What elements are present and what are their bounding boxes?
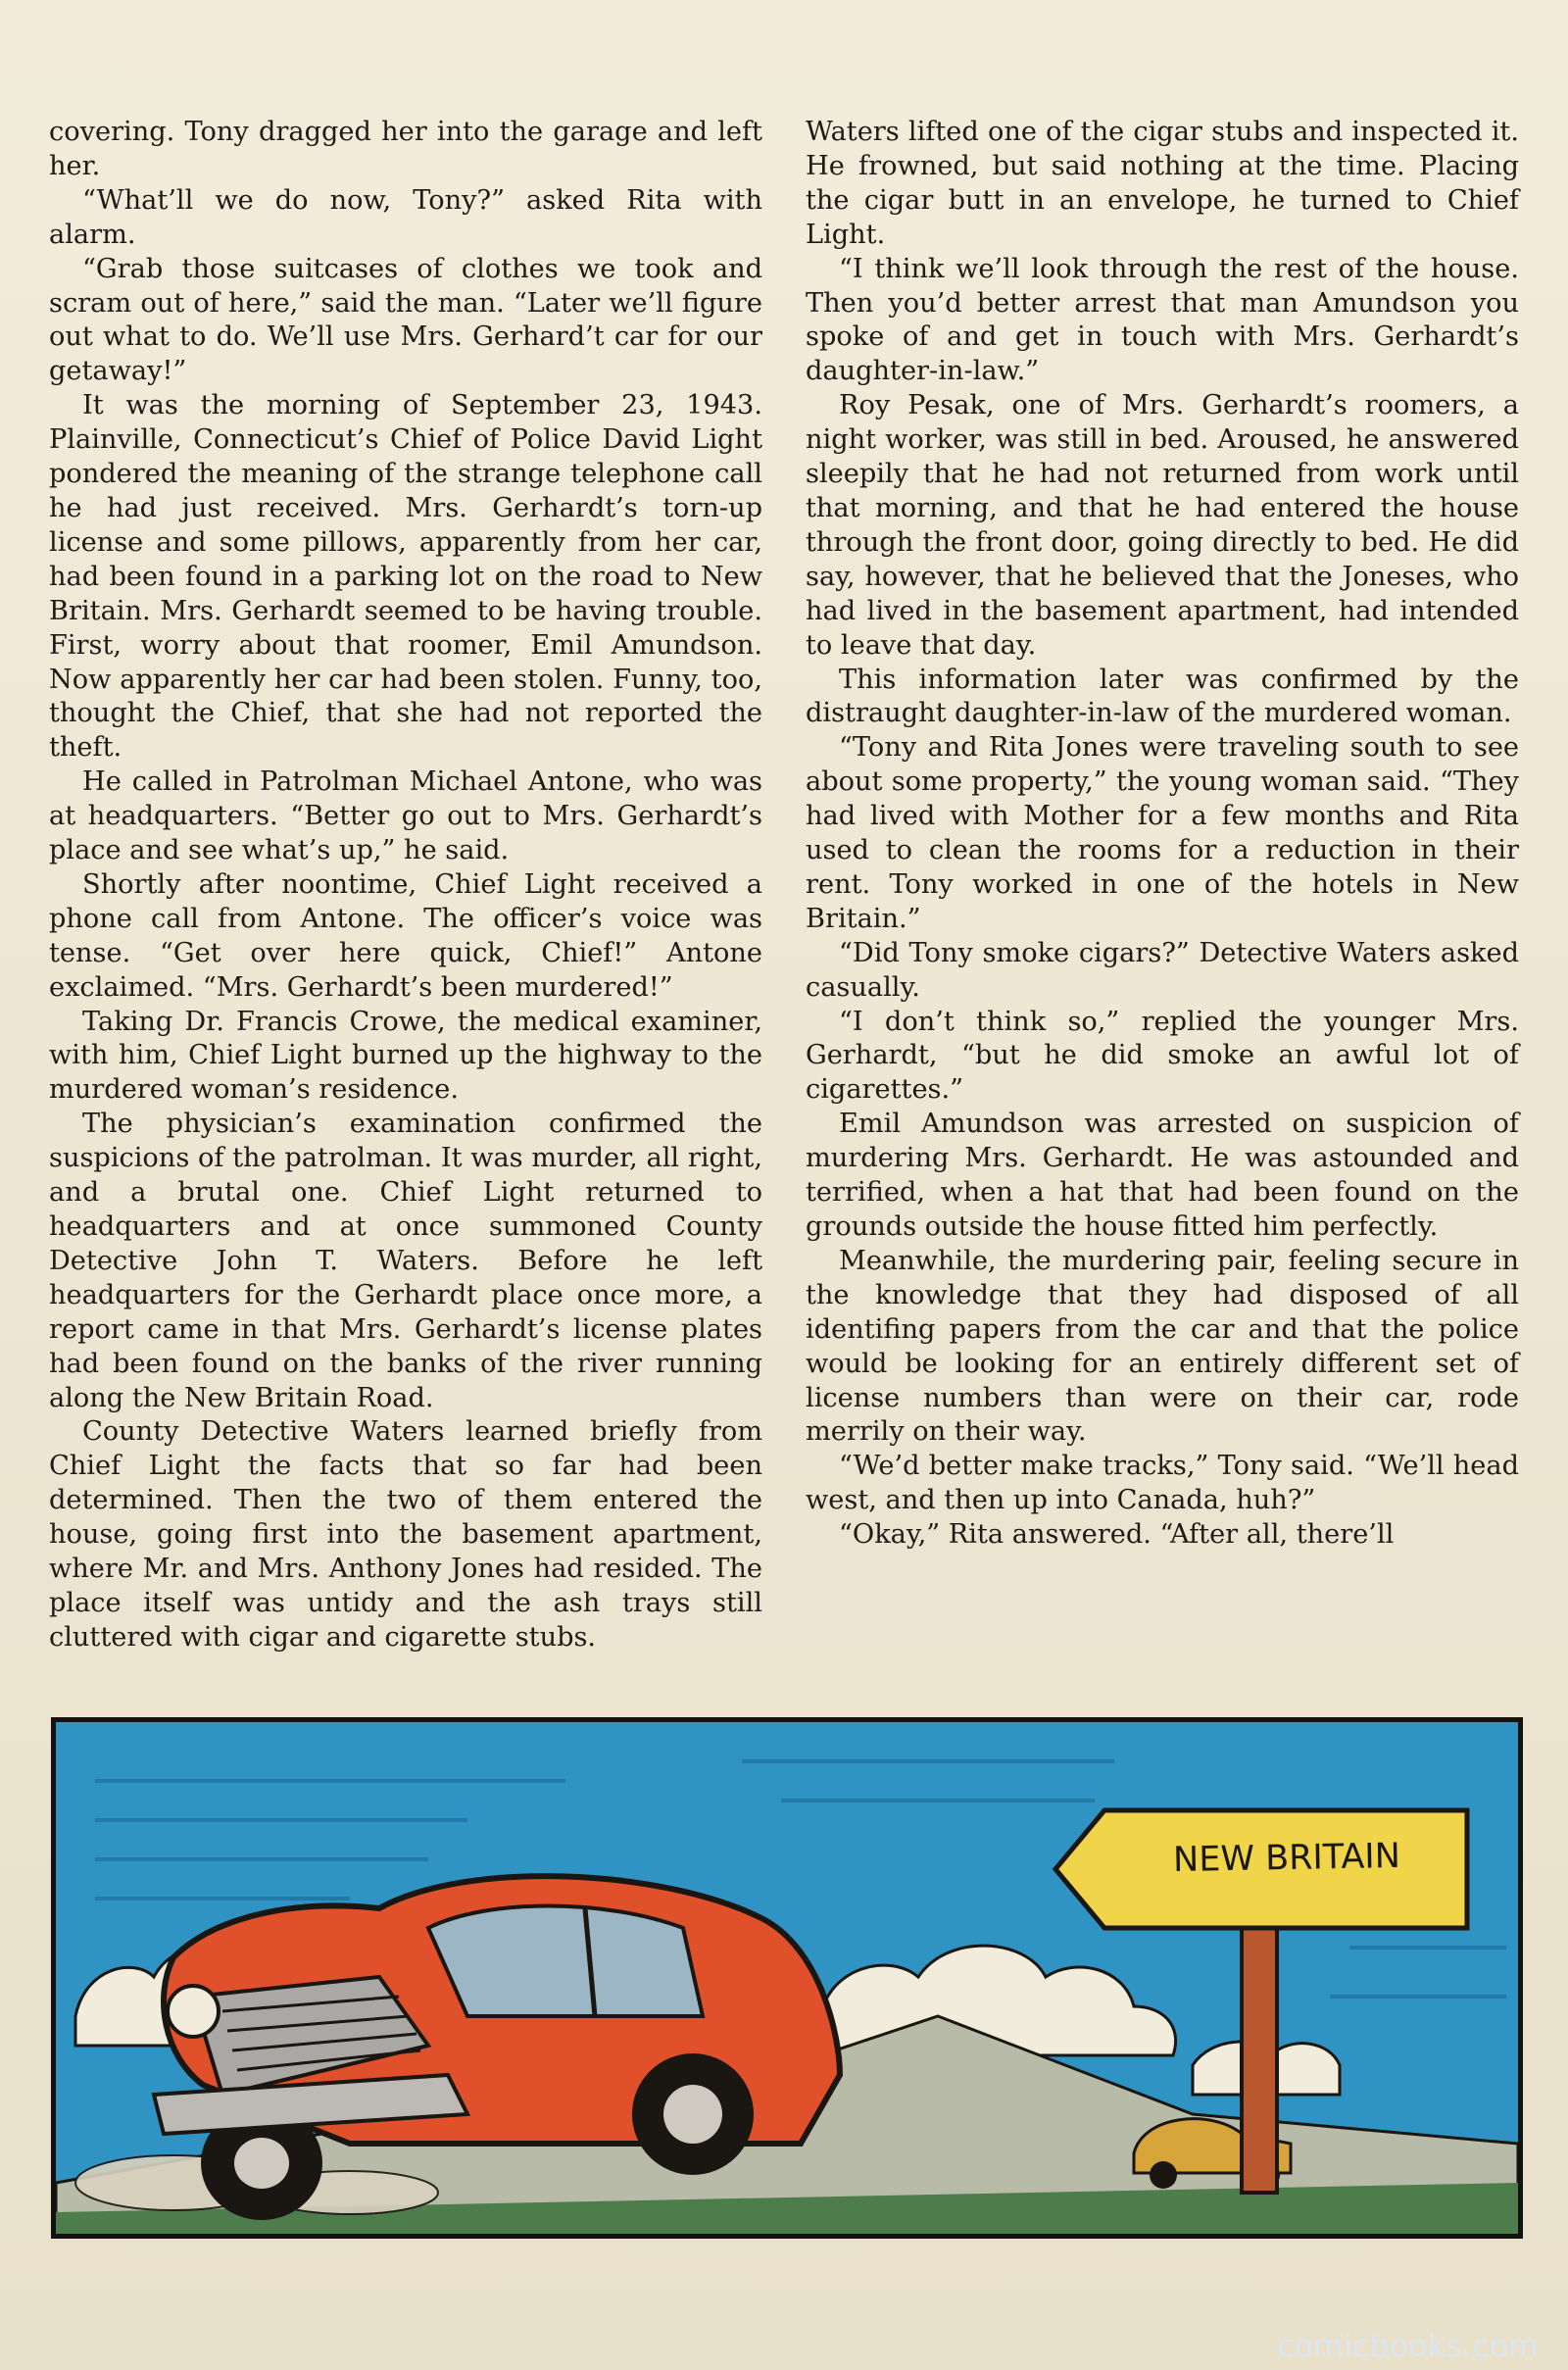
right-text-column — [806, 116, 1519, 1553]
paragraph: “Grab those suitcases of clothes we took and scram out of here,” said the man. “Later we’ll figure out what to do. We’ll use Mrs. Gerhard’t car for our getaway!” — [49, 253, 762, 387]
paragraph: It was the morning of September 23, 1943. Plainville, Connecticut’s Chief of Police David Light pondered the meaning of the strange telephone call he had just received. Mrs. Gerhardt’s torn-up license and some pillows, apparently from her car, had been found in a parking lot on the road to New Britain. Mrs. Gerhardt seemed to be having trouble. First, worry about that roomer, Emil Amundson. Now apparently her car had been stolen. Funny, too, thought the Chief, that she had not reported the theft. — [49, 390, 762, 764]
sign-label: NEW BRITAIN — [1172, 1836, 1401, 1881]
paragraph: Meanwhile, the murdering pair, feeling secure in the knowledge that they had disposed of all identifing papers from the car and that the police would be looking for an entirely different set of license numbers than were on their car, rode merrily on their way. — [806, 1245, 1519, 1448]
paragraph: “Okay,” Rita answered. “After all, there’ll — [839, 1519, 1395, 1551]
paragraph: Roy Pesak, one of Mrs. Gerhardt’s roomers, a night worker, was still in bed. Aroused, he answered sleepily that he had not returned from work until that morning, and that he had entered the house through the front door, going directly to bed. He did say, however, that he believed that the Joneses, who had lived in the basement apartment, had intended to leave that day. — [806, 390, 1519, 661]
paragraph: Shortly after noontime, Chief Light received a phone call from Antone. The officer’s voice was tense. “Get over here quick, Chief!” Antone exclaimed. “Mrs. Gerhardt’s been murdered!” — [49, 868, 762, 1003]
paragraph: “What’ll we do now, Tony?” asked Rita with alarm. — [49, 184, 762, 250]
paragraph: Taking Dr. Francis Crowe, the medical examiner, with him, Chief Light burned up the highway to the murdered woman’s residence. — [49, 1006, 762, 1106]
paragraph: “We’d better make tracks,” Tony said. “We’ll head west, and then up into Canada, huh?” — [806, 1451, 1519, 1516]
left-text-column — [49, 116, 762, 1655]
paragraph: He called in Patrolman Michael Antone, who was at headquarters. “Better go out to Mrs. Gerhardt’s place and see what’s up,” he said. — [49, 766, 762, 866]
paragraph: County Detective Waters learned briefly from Chief Light the facts that so far had been determined. Then the two of them entered the house, going first into the basement apartment, where Mr. and Mrs. Anthony Jones had resided. The place itself was untidy and the ash trays still cluttered with cigar and cigarette stubs. — [49, 1416, 762, 1653]
paragraph: Emil Amundson was arrested on suspicion of murdering Mrs. Gerhardt. He was astounded and terrified, when a hat that had been found on the grounds outside the house fitted him perfectly. — [806, 1109, 1519, 1242]
paragraph: Waters lifted one of the cigar stubs and inspected it. He frowned, but said nothing at the time. Placing the cigar butt in an envelope, he turned to Chief Light. — [806, 117, 1519, 250]
paragraph: covering. Tony dragged her into the garage and left her. — [49, 117, 762, 181]
car-road-illustration — [56, 1722, 1518, 2234]
watermark: comicbooks.com — [1277, 2329, 1539, 2364]
paragraph: “I think we’ll look through the rest of the house. Then you’d better arrest that man Amundson you spoke of and get in touch with Mrs. Gerhardt’s daughter-in-law.” — [806, 253, 1519, 387]
paragraph: This information later was confirmed by the distraught daughter-in-law of the murdered woman. — [806, 664, 1519, 729]
paragraph: The physician’s examination confirmed the suspicions of the patrolman. It was murder, all right, and a brutal one. Chief Light returned to headquarters and at once summoned County Detective John T. Waters. Before he left headquarters for the Gerhardt place once more, a report came in that Mrs. Gerhardt’s license plates had been found on the banks of the river running along the New Britain Road. — [49, 1109, 762, 1413]
paragraph: “Tony and Rita Jones were traveling south to see about some property,” the young woman said. “They had lived with Mother for a few months and Rita used to clean the rooms for a reduction in their rent. Tony worked in one of the hotels in New Britain.” — [806, 732, 1519, 934]
paragraph: “Did Tony smoke cigars?” Detective Waters asked casually. — [806, 937, 1519, 1003]
illustration-panel — [51, 1717, 1523, 2239]
paragraph: “I don’t think so,” replied the younger Mrs. Gerhardt, “but he did smoke an awful lot of cigarettes.” — [806, 1006, 1519, 1106]
